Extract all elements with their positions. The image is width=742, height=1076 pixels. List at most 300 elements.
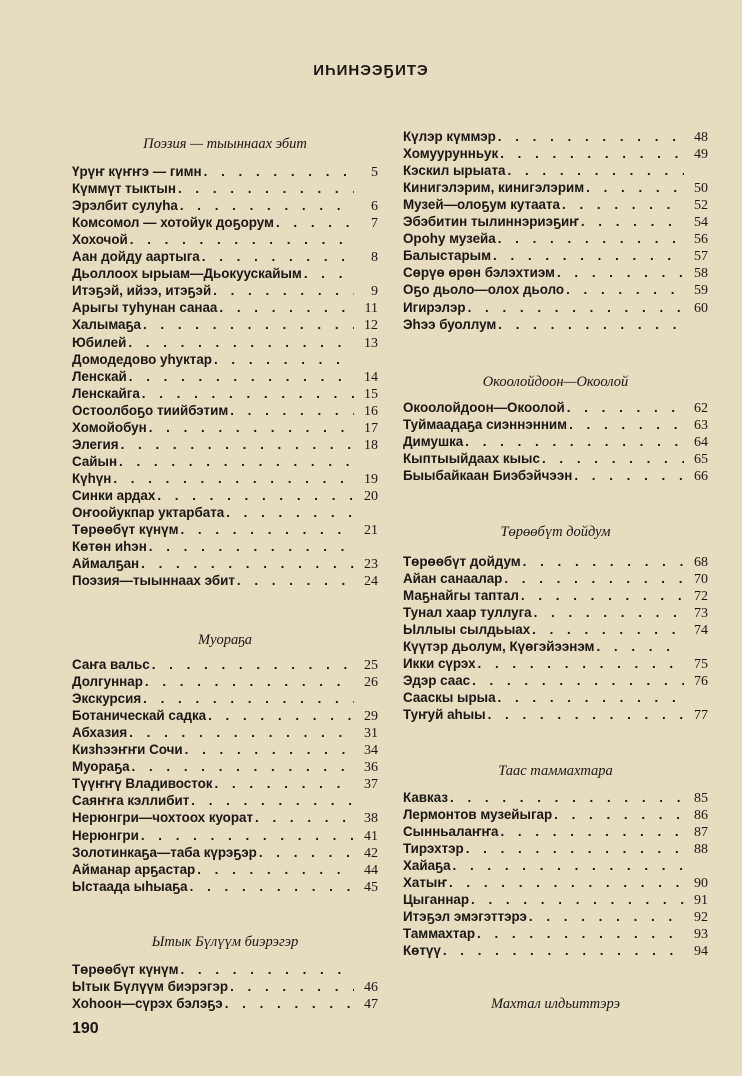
toc-entry[interactable] (72, 214, 378, 231)
dot-leader (498, 128, 684, 145)
entry-title: Димушка (403, 434, 464, 450)
entry-title: Арыгы туһунан санаа (72, 300, 218, 316)
dot-leader (180, 197, 354, 214)
dot-leader (197, 861, 354, 878)
entry-page-number: 16 (364, 403, 378, 419)
entry-title: Ботаническай садка (72, 708, 207, 724)
entry-title: Хоһоон—сүрэх бэлэҕэ (72, 996, 223, 1012)
page-number: 190 (72, 1020, 99, 1037)
entry-title: Итэҕэл эмэгэттэрэ (403, 909, 527, 925)
entry-title: Маҕнайгы таптал (403, 588, 519, 604)
entry-title: Оҥоойукпар уктарбата (72, 505, 225, 520)
dot-leader (214, 775, 354, 792)
dot-leader (566, 281, 684, 298)
dot-leader (567, 399, 684, 416)
entry-page-number: 77 (694, 708, 708, 724)
entry-title: Көтүү (403, 943, 441, 959)
dot-leader (129, 724, 354, 741)
entry-title: Аймалҕан (72, 556, 140, 572)
entry-title: Эдэр саас (403, 673, 471, 689)
dot-leader (113, 470, 354, 487)
entry-page-number: 74 (694, 623, 708, 639)
entry-title: Хохочой (72, 232, 128, 248)
dot-leader (149, 538, 354, 555)
dot-leader (500, 823, 684, 840)
dot-leader (581, 213, 684, 230)
dot-leader (472, 672, 684, 689)
entry-title: Окоолойдоон—Окоолой (403, 400, 565, 415)
entry-page-number: 63 (694, 418, 708, 434)
entry-title: Абхазия (72, 725, 128, 741)
dot-leader (504, 570, 684, 587)
toc-entry[interactable] (403, 689, 708, 706)
toc-entry[interactable] (72, 673, 378, 690)
dot-leader (498, 689, 684, 706)
dot-leader (230, 978, 354, 995)
entry-title: Айан санаалар (403, 571, 503, 587)
toc-entry[interactable] (72, 758, 378, 775)
entry-title: Хомойобун (72, 419, 147, 435)
entry-title: Остоолбоҕо тиийбэтим (72, 402, 229, 418)
entry-title: Комсомол — хотойук доҕорум (72, 215, 274, 231)
entry-title: Аан дойду аартыга (72, 249, 200, 265)
entry-page-number: 26 (364, 675, 378, 691)
toc-entry[interactable] (403, 162, 708, 179)
dot-leader (130, 231, 354, 248)
toc-entry[interactable] (403, 789, 708, 806)
dot-leader (180, 961, 354, 978)
entry-title: Синки ардах (72, 487, 156, 503)
entry-page-number: 70 (694, 572, 708, 588)
toc-entry[interactable] (72, 248, 378, 265)
dot-leader (554, 806, 684, 823)
entry-title: Кыптыыйдаах кыыс (403, 451, 540, 467)
entry-page-number: 24 (364, 574, 378, 590)
entry-page-number: 90 (694, 876, 708, 892)
toc-entry[interactable] (403, 823, 708, 840)
entry-page-number: 7 (371, 216, 378, 232)
entry-title: Кэскил ырыата (403, 163, 506, 179)
toc-entry[interactable] (72, 707, 378, 724)
dot-leader (465, 433, 684, 450)
entry-page-number: 41 (364, 828, 378, 844)
entry-title: Айманар арҕастар (72, 861, 196, 877)
entry-title: Сайын (72, 453, 118, 469)
entry-page-number: 86 (694, 808, 708, 824)
entry-title: Элегия (72, 436, 119, 452)
entry-page-number: 38 (364, 811, 378, 827)
section-heading: Окоолойдоон—Окоолой (482, 374, 629, 390)
toc-entry[interactable] (72, 656, 378, 673)
toc-entry[interactable] (403, 316, 708, 333)
dot-leader (202, 248, 354, 265)
toc-entry[interactable] (72, 334, 378, 351)
dot-leader (214, 351, 354, 368)
entry-title: Күлэр күммэр (403, 129, 496, 144)
entry-page-number: 56 (694, 232, 708, 248)
entry-page-number: 9 (371, 284, 378, 300)
entry-page-number: 23 (364, 557, 378, 573)
toc-entry[interactable] (403, 587, 708, 604)
toc-entry[interactable] (72, 402, 378, 419)
entry-title: Икки сүрэх (403, 656, 476, 672)
dot-leader (259, 844, 354, 861)
entry-title: Эбэбитин тылиннэриэҕиҥ (403, 214, 579, 230)
dot-leader (157, 487, 354, 504)
entry-title: Түүҥҥү Владивосток (72, 776, 213, 792)
dot-leader (149, 419, 354, 436)
entry-title: Хатыҥ (403, 875, 447, 891)
entry-title: Күһүн (72, 470, 112, 486)
dot-leader (190, 878, 354, 895)
entry-page-number: 57 (694, 249, 708, 265)
dot-leader (443, 942, 684, 959)
dot-leader (128, 334, 354, 351)
toc-entry[interactable] (403, 281, 708, 298)
entry-page-number: 8 (371, 250, 378, 266)
dot-leader (569, 416, 684, 433)
dot-leader (255, 809, 354, 826)
toc-entry[interactable] (72, 572, 378, 589)
entry-title: Тирэхтэр (403, 841, 464, 857)
dot-leader (132, 758, 354, 775)
dot-leader (453, 857, 684, 874)
entry-page-number: 46 (364, 980, 378, 996)
dot-leader (498, 316, 684, 333)
entry-title: Нерюнгри (72, 827, 139, 843)
section-heading: Махтал илдьиттэрэ (491, 996, 620, 1012)
entry-page-number: 34 (364, 743, 378, 759)
toc-entry[interactable] (403, 179, 708, 196)
entry-title: Үрүҥ күҥҥэ — гимн (72, 164, 202, 179)
entry-page-number: 19 (364, 471, 378, 487)
entry-page-number: 85 (694, 791, 708, 806)
dot-leader (226, 504, 354, 521)
toc-entry[interactable] (72, 453, 378, 470)
entry-title: Экскурсия (72, 691, 142, 707)
toc-entry[interactable] (403, 145, 708, 162)
dot-leader (471, 891, 684, 908)
toc-entry[interactable] (403, 638, 708, 655)
dot-leader (523, 553, 684, 570)
toc-entry[interactable] (403, 706, 708, 723)
dot-leader (508, 162, 684, 179)
toc-entry[interactable] (403, 621, 708, 638)
page-title: ИҺИНЭЭҔИТЭ (313, 62, 429, 79)
entry-title: Кизһээҥҥи Сочи (72, 742, 183, 758)
entry-page-number: 36 (364, 760, 378, 776)
entry-page-number: 12 (364, 318, 378, 334)
entry-title: Эрэлбит сулуһа (72, 198, 178, 214)
toc-entry[interactable] (403, 806, 708, 823)
toc-entry[interactable] (403, 467, 708, 484)
entry-page-number: 13 (364, 335, 378, 351)
toc-entry[interactable] (72, 844, 378, 861)
entry-title: Итэҕэй, ийээ, итэҕэй (72, 283, 212, 299)
toc-entry[interactable] (72, 299, 378, 316)
entry-page-number: 65 (694, 452, 708, 468)
dot-leader (521, 587, 684, 604)
entry-page-number: 50 (694, 181, 708, 197)
entry-title: Балыстарым (403, 248, 491, 264)
entry-title: Музей—олоҕум кутаата (403, 197, 561, 213)
toc-entry[interactable] (72, 180, 378, 197)
dot-leader (534, 604, 684, 621)
entry-title: Цыганнар (403, 892, 470, 908)
dot-leader (488, 706, 684, 723)
entry-title: Сөрүө өрөн бэлэхтиэм (403, 265, 555, 281)
toc-entry[interactable] (403, 230, 708, 247)
toc-entry[interactable] (72, 231, 378, 248)
toc-entry[interactable] (72, 368, 378, 385)
entry-page-number: 62 (694, 401, 708, 416)
entry-page-number: 15 (364, 386, 378, 402)
dot-leader (180, 521, 354, 538)
dot-leader (276, 214, 354, 231)
toc-entry[interactable] (72, 724, 378, 741)
entry-title: Күммүт тыктын (72, 181, 176, 197)
entry-page-number: 76 (694, 674, 708, 690)
entry-page-number: 88 (694, 842, 708, 858)
entry-title: Кавказ (403, 790, 448, 805)
entry-title: Кинигэлэрим, кинигэлэрим (403, 180, 585, 196)
entry-title: Халымаҕа (72, 317, 141, 333)
entry-title: Оҕо дьоло—олох дьоло (403, 282, 565, 298)
entry-title: Таммахтар (403, 926, 476, 942)
dot-leader (208, 707, 354, 724)
toc-entry[interactable] (403, 874, 708, 891)
dot-leader (466, 840, 684, 857)
entry-page-number: 54 (694, 215, 708, 231)
dot-leader (219, 299, 354, 316)
entry-title: Хайаҕа (403, 858, 451, 874)
toc-entry[interactable] (403, 891, 708, 908)
dot-leader (230, 402, 354, 419)
toc-entry[interactable] (72, 487, 378, 504)
entry-page-number: 29 (364, 709, 378, 725)
toc-entry[interactable] (403, 570, 708, 587)
dot-leader (500, 145, 684, 162)
toc-entry[interactable] (72, 351, 378, 368)
entry-title: Көтөн иһэн (72, 539, 147, 555)
toc-entry[interactable] (403, 857, 708, 874)
toc-entry[interactable] (403, 416, 708, 433)
toc-entry[interactable] (72, 827, 378, 844)
dot-leader (450, 789, 684, 806)
entry-page-number: 58 (694, 266, 708, 282)
entry-page-number: 6 (371, 199, 378, 215)
dot-leader (596, 638, 684, 655)
entry-page-number: 11 (364, 301, 378, 317)
toc-entry[interactable] (72, 163, 378, 180)
entry-page-number: 17 (364, 420, 378, 436)
entry-page-number: 52 (694, 198, 708, 214)
toc-entry[interactable] (72, 521, 378, 538)
dot-leader (143, 690, 354, 707)
dot-leader (477, 925, 684, 942)
entry-title: Ленскай (72, 368, 127, 384)
toc-entry[interactable] (72, 809, 378, 826)
entry-title: Юбилей (72, 334, 127, 350)
toc-entry[interactable] (403, 925, 708, 942)
entry-title: Ыллыы сылдьыах (403, 622, 531, 638)
toc-entry[interactable] (72, 282, 378, 299)
toc-entry[interactable] (403, 942, 708, 959)
dot-leader (529, 908, 684, 925)
dot-leader (142, 385, 354, 402)
toc-entry[interactable] (72, 504, 378, 521)
toc-entry[interactable] (72, 861, 378, 878)
dot-leader (574, 467, 684, 484)
toc-entry[interactable] (403, 213, 708, 230)
entry-title: Поэзия—тыыннаах эбит (72, 573, 235, 589)
entry-page-number: 18 (364, 437, 378, 453)
entry-page-number: 48 (694, 130, 708, 145)
toc-entry[interactable] (403, 840, 708, 857)
toc-entry[interactable] (72, 792, 378, 809)
entry-page-number: 21 (364, 523, 378, 539)
toc-entry[interactable] (72, 961, 378, 978)
section-heading: Муораҕа (198, 632, 252, 648)
entry-title: Дьоллоох ырыам—Дьокуускайым (72, 266, 302, 282)
entry-page-number: 44 (364, 862, 378, 878)
entry-page-number: 68 (694, 555, 708, 570)
toc-entry[interactable] (72, 316, 378, 333)
toc-entry[interactable] (72, 741, 378, 758)
toc-entry[interactable] (72, 436, 378, 453)
entry-page-number: 75 (694, 657, 708, 673)
dot-leader (119, 453, 354, 470)
dot-leader (468, 299, 684, 316)
toc-entry[interactable] (72, 419, 378, 436)
toc-entry[interactable] (403, 450, 708, 467)
entry-page-number: 92 (694, 910, 708, 926)
toc-entry[interactable] (72, 470, 378, 487)
entry-title: Төрөөбүт күнүм (72, 962, 179, 977)
section-heading: Ытык Бүлүүм биэрэгэр (151, 934, 299, 950)
entry-title: Тунал хаар туллуга (403, 605, 532, 621)
toc-entry[interactable] (403, 672, 708, 689)
toc-entry[interactable] (403, 655, 708, 672)
dot-leader (152, 656, 354, 673)
toc-entry[interactable] (403, 553, 708, 570)
toc-entry[interactable] (403, 433, 708, 450)
dot-leader (586, 179, 684, 196)
dot-leader (204, 163, 354, 180)
entry-title: Эһээ буоллум (403, 316, 497, 332)
entry-title: Нерюнгри—чохтоох куорат (72, 810, 254, 826)
entry-title: Лермонтов музейыгар (403, 807, 553, 823)
entry-page-number: 91 (694, 893, 708, 909)
toc-entry[interactable] (403, 399, 708, 416)
toc-entry[interactable] (403, 247, 708, 264)
toc-entry[interactable] (403, 128, 708, 145)
toc-entry[interactable] (72, 265, 378, 282)
entry-title: Төрөөбүт күнүм (72, 522, 179, 538)
entry-page-number: 47 (364, 997, 378, 1013)
entry-title: Туҥуй аһыы (403, 707, 486, 723)
dot-leader (178, 180, 354, 197)
entry-page-number: 45 (364, 879, 378, 895)
entry-page-number: 5 (371, 165, 378, 180)
entry-title: Хомуурунньук (403, 146, 499, 162)
dot-leader (121, 436, 354, 453)
entry-page-number: 73 (694, 606, 708, 622)
entry-title: Саяҥҥа кэллибит (72, 793, 190, 809)
entry-page-number: 42 (364, 845, 378, 861)
toc-entry[interactable] (72, 878, 378, 895)
toc-entry[interactable] (403, 264, 708, 281)
toc-entry[interactable] (72, 995, 378, 1012)
entry-page-number: 25 (364, 658, 378, 673)
toc-entry[interactable] (72, 385, 378, 402)
dot-leader (191, 792, 354, 809)
dot-leader (225, 995, 354, 1012)
entry-title: Ленскайга (72, 385, 140, 401)
section-heading: Таас таммахтара (498, 763, 613, 779)
entry-page-number: 87 (694, 825, 708, 841)
entry-page-number: 72 (694, 589, 708, 605)
toc-entry[interactable] (403, 299, 708, 316)
entry-title: Төрөөбүт дойдум (403, 554, 521, 569)
entry-title: Ороһу музейа (403, 231, 496, 247)
section-heading: Поэзия — тыыннаах эбит (143, 136, 307, 152)
dot-leader (449, 874, 684, 891)
entry-title: Золотинкаҕа—таба күрэҕэр (72, 844, 257, 860)
dot-leader (542, 450, 684, 467)
entry-title: Ытык Бүлүүм биэрэгэр (72, 979, 229, 995)
dot-leader (185, 741, 354, 758)
entry-page-number: 66 (694, 469, 708, 485)
dot-leader (557, 264, 684, 281)
entry-page-number: 93 (694, 927, 708, 943)
toc-entry[interactable] (72, 538, 378, 555)
dot-leader (129, 368, 354, 385)
toc-entry[interactable] (72, 978, 378, 995)
dot-leader (237, 572, 354, 589)
entry-page-number: 31 (364, 726, 378, 742)
entry-title: Домодедово уһуктар (72, 351, 212, 367)
toc-entry[interactable] (403, 196, 708, 213)
toc-entry[interactable] (72, 775, 378, 792)
dot-leader (143, 316, 354, 333)
toc-entry[interactable] (72, 555, 378, 572)
entry-page-number: 94 (694, 944, 708, 960)
dot-leader (141, 827, 354, 844)
entry-page-number: 49 (694, 147, 708, 163)
toc-entry[interactable] (403, 604, 708, 621)
dot-leader (145, 673, 354, 690)
entry-title: Саҥа вальс (72, 657, 150, 672)
dot-leader (532, 621, 684, 638)
entry-title: Быыбайкаан Биэбэйчээн (403, 468, 573, 484)
section-heading: Төрөөбүт дойдум (500, 524, 611, 540)
toc-entry[interactable] (72, 690, 378, 707)
entry-page-number: 20 (364, 488, 378, 504)
entry-title: Сынньалаҥҥа (403, 824, 499, 840)
dot-leader (141, 555, 354, 572)
entry-title: Күүтэр дьолум, Күөгэйээнэм (403, 639, 595, 655)
entry-title: Ыстаада ыһыаҕа (72, 878, 188, 894)
entry-page-number: 37 (364, 777, 378, 793)
entry-title: Долгуннар (72, 674, 143, 690)
dot-leader (304, 265, 354, 282)
toc-entry[interactable] (72, 197, 378, 214)
dot-leader (213, 282, 354, 299)
dot-leader (498, 230, 684, 247)
entry-title: Сааскы ырыа (403, 690, 496, 706)
toc-entry[interactable] (403, 908, 708, 925)
